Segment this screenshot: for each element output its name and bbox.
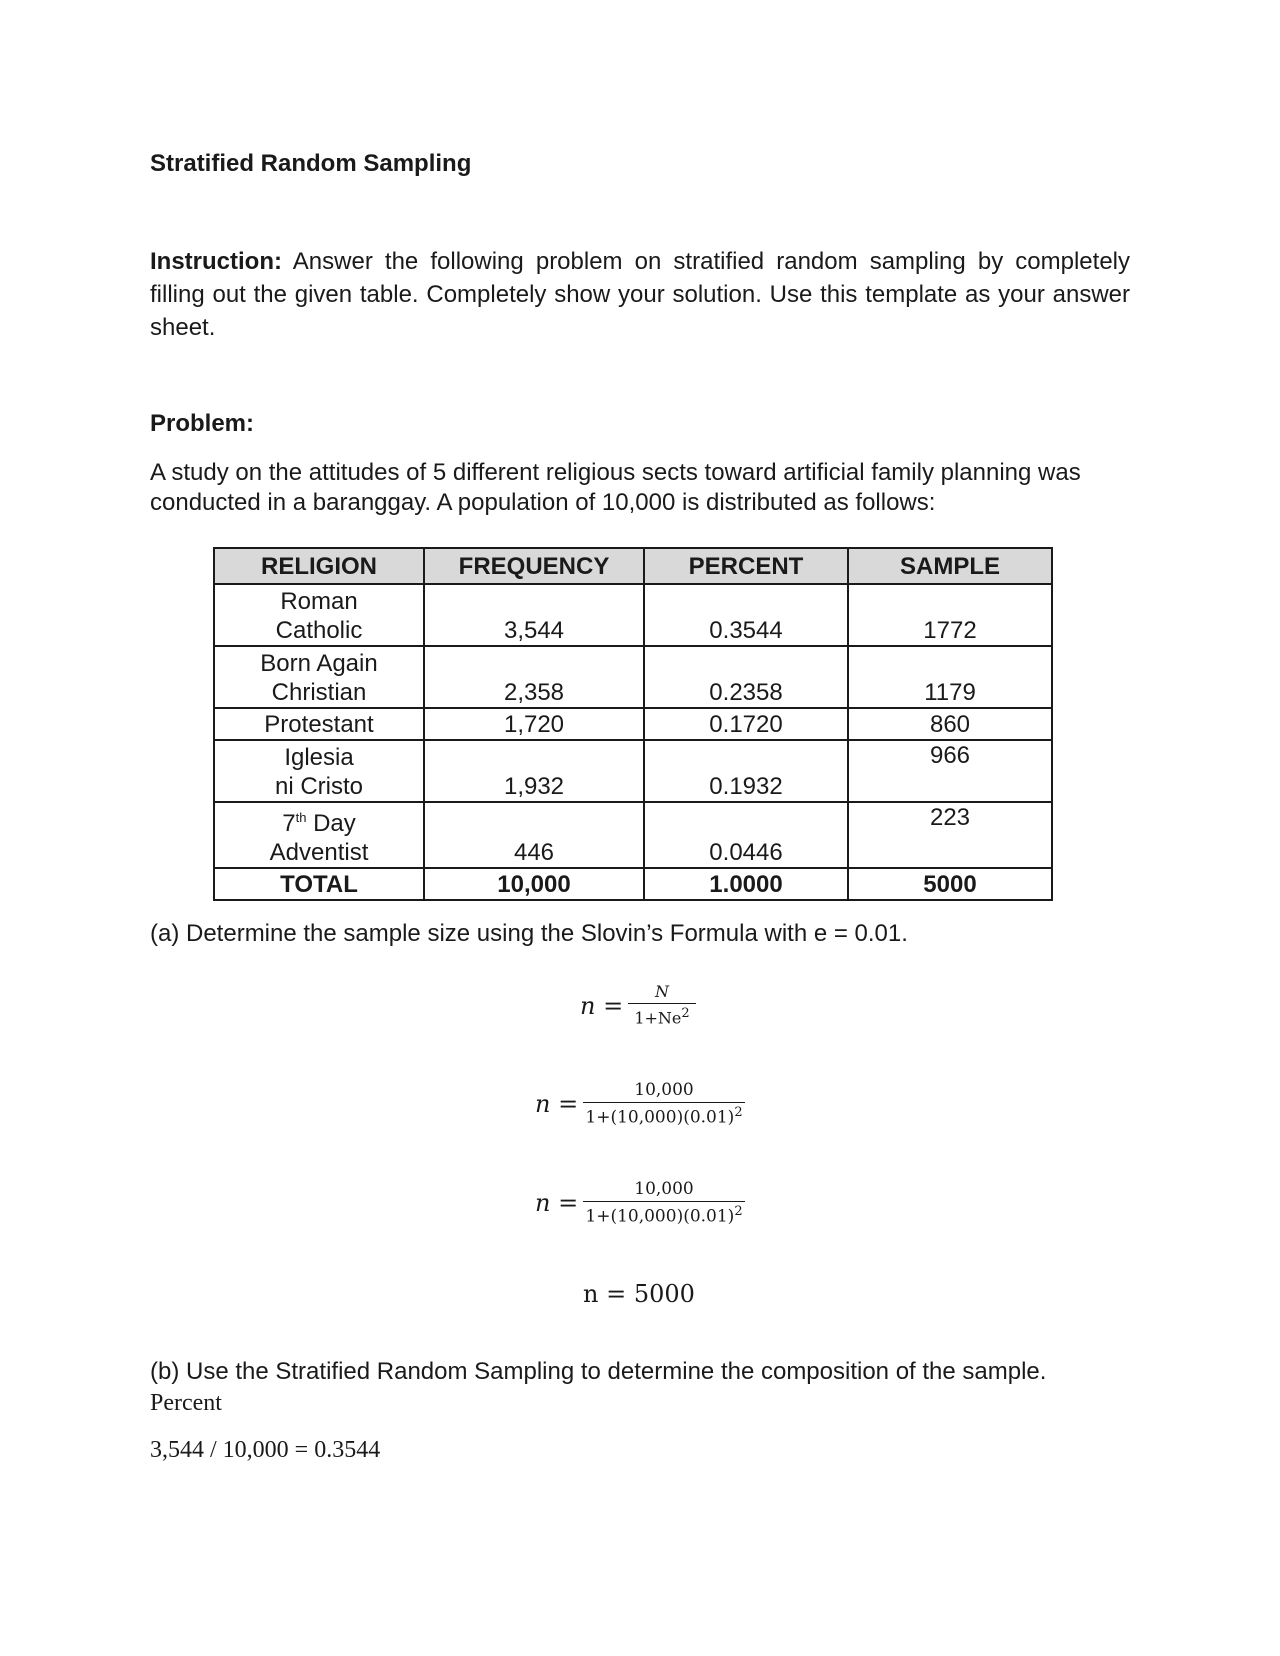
percent-cell: 0.3544 — [644, 584, 848, 646]
sample-cell: 223 — [848, 802, 1052, 868]
denominator-text: 1+Ne — [634, 1008, 682, 1028]
formula-numerator: N — [655, 982, 669, 1001]
question-b: (b) Use the Stratified Random Sampling to determine the composition of the sample. — [150, 1358, 1047, 1385]
sample-cell: 966 — [848, 740, 1052, 802]
question-a: (a) Determine the sample size using the Slovin’s Formula with e = 0.01. — [150, 920, 908, 947]
formula-numerator: 10,000 — [634, 1179, 694, 1199]
frequency-cell: 446 — [424, 802, 644, 868]
instruction — [150, 245, 1130, 344]
religion-line: ni Cristo — [274, 773, 364, 800]
formula-numerator: 10,000 — [634, 1080, 694, 1100]
header-percent: PERCENT — [644, 548, 848, 584]
table-total-row — [214, 868, 1052, 900]
table-row — [214, 802, 1052, 868]
religion-cell — [214, 740, 424, 802]
frequency-cell: 1,932 — [424, 740, 644, 802]
total-percent: 1.0000 — [644, 868, 848, 900]
religion-line: Adventist — [269, 839, 369, 866]
sample-cell: 1772 — [848, 584, 1052, 646]
sample-cell: 860 — [848, 708, 1052, 740]
percent-cell: 0.2358 — [644, 646, 848, 708]
header-sample: SAMPLE — [848, 548, 1052, 584]
formula-lhs: n = — [580, 992, 624, 1020]
religion-line: Catholic — [275, 617, 363, 644]
religion-table — [213, 547, 1053, 901]
ordinal-suffix: th — [295, 810, 307, 825]
instruction-label: Instruction: — [150, 248, 282, 275]
exponent: 2 — [734, 1204, 743, 1219]
formula-fraction — [628, 982, 696, 1027]
total-label: TOTAL — [214, 868, 424, 900]
formula-lhs: n = — [535, 1189, 579, 1217]
table-row — [214, 708, 1052, 740]
formula-denominator — [583, 1102, 745, 1128]
formula-result: n = 5000 — [583, 1280, 695, 1308]
religion-line: 7 — [282, 810, 296, 837]
problem-text: A study on the attitudes of 5 different religious sects toward artificial family planning was conducted in a baranggay. A population of 10,000 is distributed as follows: — [150, 459, 1081, 516]
religion-line: Roman — [280, 588, 358, 615]
religion-line: Day — [306, 810, 356, 837]
frequency-cell: 1,720 — [424, 708, 644, 740]
total-sample: 5000 — [848, 868, 1052, 900]
religion-cell — [214, 646, 424, 708]
formula-denominator — [583, 1201, 745, 1227]
table-row — [214, 584, 1052, 646]
header-frequency: FREQUENCY — [424, 548, 644, 584]
table-row — [214, 740, 1052, 802]
total-frequency: 10,000 — [424, 868, 644, 900]
religion-line: Christian — [271, 679, 367, 706]
percent-label: Percent — [150, 1390, 222, 1416]
religion-line: Iglesia — [284, 744, 354, 771]
formula-denominator — [628, 1003, 696, 1027]
table-row — [214, 646, 1052, 708]
percent-calculation: 3,544 / 10,000 = 0.3544 — [150, 1437, 381, 1463]
sample-cell: 1179 — [848, 646, 1052, 708]
problem-label: Problem: — [150, 410, 255, 437]
percent-cell: 0.1932 — [644, 740, 848, 802]
formula-fraction — [583, 1080, 745, 1128]
religion-cell — [214, 802, 424, 868]
exponent: 2 — [681, 1006, 690, 1021]
frequency-cell: 2,358 — [424, 646, 644, 708]
percent-cell: 0.1720 — [644, 708, 848, 740]
religion-line: Born Again — [260, 650, 378, 677]
header-religion: RELIGION — [214, 548, 424, 584]
formula-lhs: n = — [535, 1090, 579, 1118]
formula-fraction — [583, 1179, 745, 1227]
page-title: Stratified Random Sampling — [150, 150, 472, 177]
religion-cell: Protestant — [214, 708, 424, 740]
table-header-row — [214, 548, 1052, 584]
religion-cell — [214, 584, 424, 646]
frequency-cell: 3,544 — [424, 584, 644, 646]
exponent: 2 — [734, 1105, 743, 1120]
denominator-text: 1+(10,000)(0.01) — [585, 1107, 735, 1128]
denominator-text: 1+(10,000)(0.01) — [585, 1206, 735, 1227]
instruction-text: Answer the following problem on stratified random sampling by completely filling out the given table. Completely show your solution. Use this template as your answer sheet. — [150, 248, 1130, 341]
percent-cell: 0.0446 — [644, 802, 848, 868]
